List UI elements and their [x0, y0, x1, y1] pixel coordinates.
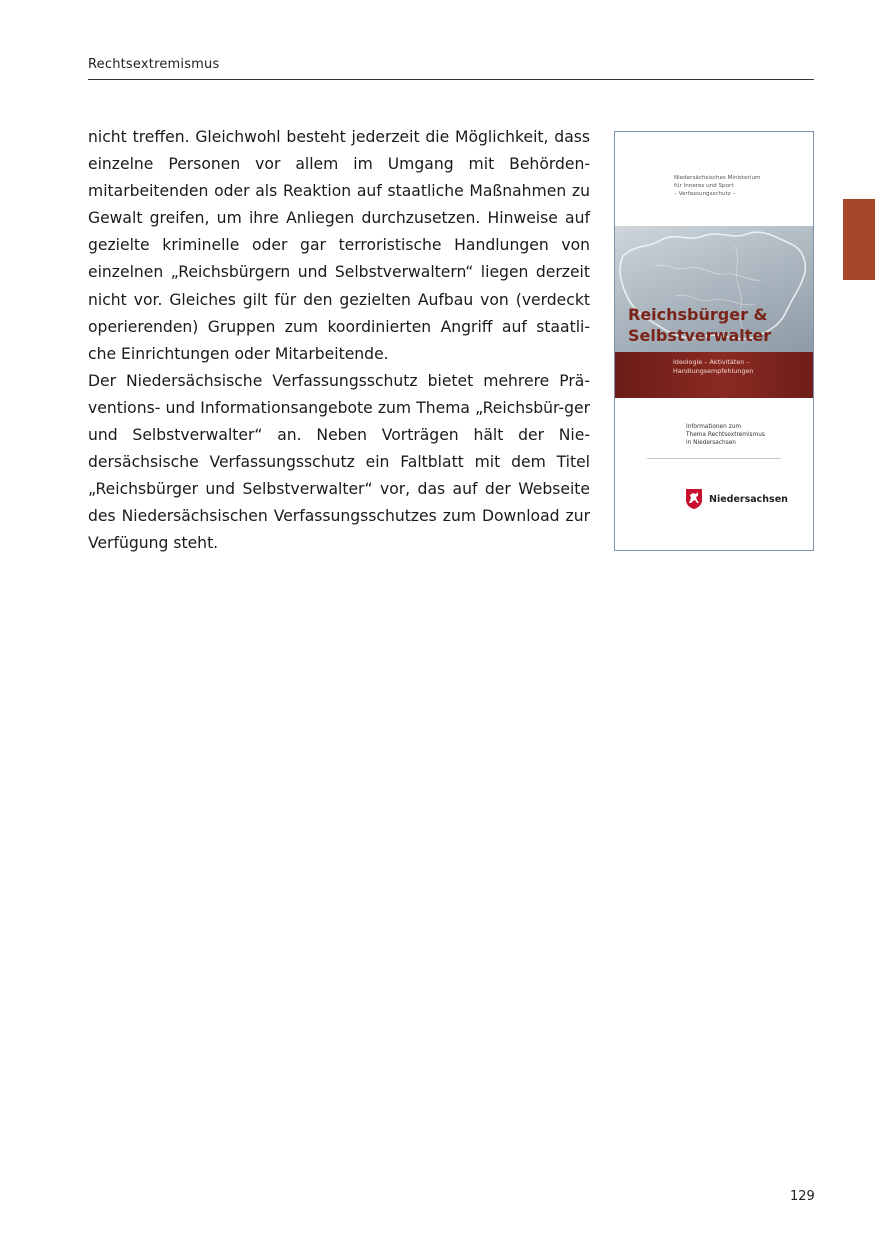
- brochure-ministry: [674, 174, 804, 198]
- paragraph-2: Der Niedersächsische Verfassungsschutz bietet mehrere Prä-ventions- und Informationsangebote zum Thema „Reichsbür-ger und Selbstverwalter“ an. Neben Vorträgen hält der Nie-dersächsische Verfassungsschutz ein Faltblatt mit dem Titel „Reichsbürger und Selbstverwalter“ vor, das auf der Webseite des Niedersächsischen Verfassungsschutzes zum Download zur Verfügung steht.: [88, 371, 590, 553]
- brochure-ministry-line: – Verfassungsschutz –: [674, 191, 736, 197]
- brochure-cover-image: [614, 131, 814, 551]
- brochure-info-line: in Niedersachsen: [686, 440, 736, 446]
- brochure-title-line: Selbstverwalter: [628, 326, 772, 345]
- brochure-info: [686, 423, 806, 447]
- niedersachsen-logo: [685, 488, 788, 510]
- brochure-title: [628, 304, 808, 346]
- body-text: [88, 124, 590, 558]
- chapter-tab-marker: [843, 199, 875, 280]
- horse-shield-icon: [685, 488, 703, 510]
- running-header: Rechtsextremismus: [88, 57, 220, 72]
- brochure-info-line: Informationen zum: [686, 424, 742, 430]
- paragraph-1: nicht treffen. Gleichwohl besteht jederzeit die Möglichkeit, dass einzelne Personen vor allem im Umgang mit Behörden-mitarbeitenden oder als Reaktion auf staatliche Maßnahmen zu Gewalt greifen, um ihre Anliegen durchzusetzen. Hinweise auf gezielte kriminelle oder gar terroristische Handlungen von einzelnen „Reichsbürgern und Selbstverwaltern“ liegen derzeit nicht vor. Gleiches gilt für den gezielten Aufbau von (verdeckt operierenden) Gruppen zum koordinierten Angriff auf staatli-che Einrichtungen oder Mitarbeitende.: [88, 128, 590, 363]
- brochure-info-line: Thema Rechtsextremismus: [686, 432, 765, 438]
- brochure-divider: [647, 458, 781, 459]
- brochure-subtitle-line: Ideologie – Aktivitäten –: [673, 358, 750, 366]
- brochure-ministry-line: Niedersächsisches Ministerium: [674, 175, 761, 181]
- brochure-ministry-line: für Inneres und Sport: [674, 183, 734, 189]
- brochure-title-line: Reichsbürger &: [628, 305, 768, 324]
- logo-text: Niedersachsen: [709, 493, 788, 505]
- brochure-subtitle-line: Handlungsempfehlungen: [673, 367, 754, 375]
- brochure-subtitle: [673, 358, 809, 376]
- header-rule: [88, 79, 814, 80]
- page-number: 129: [790, 1189, 815, 1204]
